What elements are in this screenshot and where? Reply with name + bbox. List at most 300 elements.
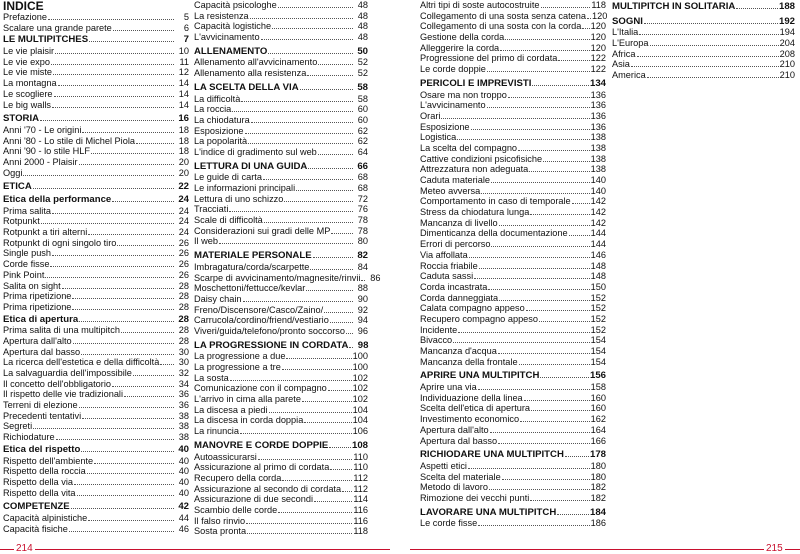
entry-title: L'Europa [612, 38, 649, 49]
entry-title: Via affollata [420, 249, 468, 260]
dot-leader [540, 376, 589, 378]
toc-section-entry [3, 195, 189, 206]
entry-title: Attrezzatura non adeguata [420, 164, 529, 175]
entry-page-number: 122 [590, 53, 606, 64]
entry-page-number: 18 [178, 135, 189, 146]
toc-section-entry [194, 441, 368, 452]
toc-entry [420, 250, 606, 261]
entry-page-number: 138 [590, 164, 606, 175]
dot-leader [81, 450, 174, 452]
toc-entry [420, 164, 606, 175]
dot-leader [302, 400, 352, 402]
toc-entry [420, 53, 606, 64]
toc-entry [194, 215, 368, 226]
entry-title: Caduta materiale [420, 175, 490, 185]
toc-entry [194, 104, 368, 115]
toc-entry [194, 373, 368, 384]
entry-title: ETICA [3, 181, 32, 193]
toc-section-entry [194, 162, 368, 173]
entry-page-number: 14 [178, 99, 189, 110]
entry-title: Comunicazione con il compagno [194, 383, 327, 394]
toc-entry [194, 11, 368, 22]
dot-leader [491, 181, 590, 183]
dot-leader [582, 27, 589, 29]
dot-leader [441, 117, 589, 119]
entry-title: Daisy chain [194, 293, 242, 304]
toc-entry [194, 505, 368, 516]
entry-title: Prima salita [3, 205, 51, 216]
entry-title: Capacità psicologhe [194, 0, 277, 10]
entry-title: SOGNI [612, 15, 643, 27]
toc-entry [3, 421, 189, 432]
toc-entry [3, 78, 189, 89]
toc-section-entry [194, 341, 368, 352]
dot-leader [50, 265, 174, 267]
entry-page-number: 28 [178, 313, 189, 325]
toc-entry [3, 336, 189, 347]
dot-leader [489, 488, 590, 490]
dot-leader [261, 38, 353, 40]
dot-leader [491, 245, 589, 247]
entry-page-number: 52 [357, 68, 368, 79]
entry-page-number: 142 [590, 217, 606, 228]
toc-section-entry [420, 450, 606, 461]
entry-page-number: 92 [357, 304, 368, 315]
entry-page-number: 24 [178, 227, 189, 238]
toc-column-3 [420, 0, 606, 529]
entry-page-number: 150 [590, 281, 606, 292]
entry-page-number: 40 [178, 455, 189, 466]
dot-leader [330, 468, 352, 470]
entry-title: Richiodature [3, 432, 55, 443]
dot-leader [526, 309, 590, 311]
toc-entry [3, 379, 189, 390]
entry-page-number: 120 [590, 42, 606, 53]
entry-page-number: 66 [357, 160, 368, 172]
toc-entry [194, 315, 368, 326]
toc-entry [420, 482, 606, 493]
entry-page-number: 182 [590, 482, 606, 493]
dot-leader [58, 84, 174, 86]
entry-page-number: 38 [178, 421, 189, 432]
dot-leader [113, 29, 174, 31]
entry-page-number: 82 [357, 250, 368, 262]
dot-leader [453, 341, 589, 343]
entry-title: Capacità logistiche [194, 21, 272, 32]
entry-title: Errori di percorso [420, 239, 491, 250]
toc-section-entry [420, 371, 606, 382]
toc-entry [420, 382, 606, 393]
entry-title: Assicurazione di due secondi [194, 494, 313, 505]
toc-entry [194, 172, 368, 183]
entry-title: Pink Point [3, 269, 45, 280]
toc-section-entry [194, 83, 368, 94]
dot-leader [41, 222, 174, 224]
entry-title: LAVORARE UNA MULTIPITCH [420, 506, 557, 518]
entry-page-number: 48 [357, 21, 368, 32]
entry-page-number: 60 [357, 114, 368, 125]
dot-leader [308, 167, 353, 169]
toc-entry [194, 516, 368, 527]
entry-title: Moschettoni/fettucce/kevlar [194, 283, 306, 294]
entry-page-number: 136 [590, 110, 606, 121]
toc-entry [420, 32, 606, 43]
dot-leader [79, 406, 174, 408]
dot-leader [87, 472, 174, 474]
entry-page-number: 5 [183, 12, 189, 22]
entry-page-number: 32 [178, 368, 189, 378]
entry-page-number: 102 [352, 372, 368, 383]
entry-title: Le vie expo [3, 56, 50, 67]
entry-page-number: 38 [178, 410, 189, 421]
entry-title: Mancanza della frontale [420, 356, 518, 367]
entry-page-number: 136 [590, 121, 606, 132]
toc-entry [3, 400, 189, 411]
entry-page-number: 134 [589, 77, 606, 89]
entry-page-number: 26 [178, 269, 189, 280]
entry-title: America [612, 70, 646, 81]
toc-entry [194, 484, 368, 495]
dot-leader [499, 224, 590, 226]
dot-leader [112, 385, 174, 387]
dot-leader [500, 49, 589, 51]
entry-title: Recupero della corda [194, 472, 282, 483]
dot-leader [346, 332, 353, 334]
entry-title: Considerazioni sui gradi delle MP [194, 225, 331, 236]
entry-page-number: 16 [178, 113, 189, 125]
dot-leader [637, 55, 779, 57]
toc-entry [194, 183, 368, 194]
entry-page-number: 60 [357, 104, 368, 115]
toc-entry [194, 21, 368, 32]
entry-title: Anni '70 - Le origini [3, 124, 82, 135]
entry-title: La discesa a piedi [194, 404, 268, 415]
entry-page-number: 122 [590, 64, 606, 75]
toc-entry [420, 403, 606, 414]
dot-leader [133, 374, 174, 376]
entry-title: Etica del rispetto [3, 443, 81, 455]
toc-entry [194, 452, 368, 463]
entry-page-number: 34 [178, 378, 189, 389]
dot-leader [505, 38, 589, 40]
dot-leader [349, 346, 353, 348]
dot-leader [246, 522, 352, 524]
dot-leader [296, 189, 353, 191]
toc-entry [194, 526, 368, 537]
toc-entry [3, 477, 189, 488]
entry-page-number: 194 [779, 27, 795, 38]
toc-entry [194, 326, 368, 337]
toc-entry [3, 513, 189, 524]
dot-leader [488, 288, 589, 290]
toc-entry [3, 270, 189, 281]
entry-title: Mancanza d'acqua [420, 346, 497, 356]
toc-entry [3, 325, 189, 336]
toc-section-entry [420, 79, 606, 90]
entry-page-number: 158 [590, 382, 606, 393]
entry-title: Osare ma non troppo [420, 89, 507, 100]
toc-entry [3, 259, 189, 270]
entry-page-number: 62 [357, 125, 368, 136]
entry-title: Apertura dal basso [3, 346, 81, 357]
toc-entry [420, 11, 606, 22]
entry-title: Le scogliere [3, 88, 53, 99]
dot-leader [258, 458, 353, 460]
entry-title: RICHIODARE UNA MULTIPITCH [420, 449, 564, 461]
toc-entry [194, 462, 368, 473]
entry-page-number: 136 [590, 89, 606, 100]
dot-leader [524, 399, 590, 401]
entry-page-number: 152 [590, 292, 606, 303]
entry-page-number: 152 [590, 303, 606, 314]
entry-page-number: 148 [590, 271, 606, 282]
dot-leader [532, 84, 589, 86]
toc-entry [420, 493, 606, 504]
toc-entry [420, 325, 606, 336]
entry-page-number: 102 [352, 394, 368, 405]
dot-leader [541, 6, 591, 8]
dot-leader [88, 519, 174, 521]
entry-title: L'avvicinamento [194, 32, 260, 43]
toc-entry [194, 405, 368, 416]
toc-entry [3, 227, 189, 238]
entry-page-number: 78 [357, 225, 368, 236]
entry-page-number: 28 [178, 280, 189, 291]
page-number-left: 214 [16, 543, 33, 554]
toc-entry [3, 291, 189, 302]
toc-entry [612, 49, 795, 60]
dot-leader [71, 507, 174, 509]
dot-leader [278, 6, 353, 8]
dot-leader [112, 200, 174, 202]
toc-entry [3, 136, 189, 147]
dot-leader [79, 320, 174, 322]
dot-leader [498, 352, 590, 354]
toc-entry [3, 67, 189, 78]
entry-page-number: 52 [357, 57, 368, 68]
entry-title: La progressione a tre [194, 362, 281, 372]
toc-entry [3, 57, 189, 68]
dot-leader [243, 300, 354, 302]
toc-section-entry [420, 508, 606, 519]
dot-leader [565, 455, 589, 457]
dot-leader [74, 483, 174, 485]
dot-leader [40, 119, 174, 121]
toc-entry [3, 146, 189, 157]
toc-entry [420, 303, 606, 314]
toc-entry [3, 432, 189, 443]
toc-entry [3, 206, 189, 217]
entry-page-number: 20 [178, 167, 189, 178]
entry-title: LA PROGRESSIONE IN CORDATA [194, 339, 349, 351]
dot-leader [89, 40, 174, 42]
toc-entry [3, 456, 189, 467]
entry-page-number: 48 [357, 10, 368, 21]
toc-entry [194, 362, 368, 373]
entry-page-number: 148 [590, 260, 606, 271]
entry-page-number: 6 [183, 22, 189, 33]
toc-entry [194, 383, 368, 394]
entry-title: Apertura dall'alto [3, 335, 72, 346]
entry-page-number: 120 [590, 32, 606, 43]
entry-title: La difficoltà [194, 93, 241, 104]
entry-page-number: 26 [178, 248, 189, 259]
dot-leader [219, 242, 353, 244]
toc-entry [420, 0, 606, 11]
dot-leader [56, 438, 174, 440]
entry-page-number: 28 [178, 301, 189, 312]
toc-entry [420, 90, 606, 101]
dot-leader [263, 178, 353, 180]
dot-leader [318, 153, 353, 155]
dot-leader [268, 52, 353, 54]
toc-entry [3, 238, 189, 249]
dot-leader [531, 409, 590, 411]
entry-title: Altri tipi di soste autocostruite [420, 0, 540, 10]
dot-leader [33, 187, 174, 189]
dot-leader [487, 70, 590, 72]
entry-page-number: 210 [779, 70, 795, 81]
entry-title: Alleggerire la corda [420, 42, 500, 53]
entry-title: L'arrivo in cima alla parete [194, 394, 301, 405]
entry-title: Esposizione [420, 121, 470, 132]
dot-leader [54, 95, 174, 97]
entry-title: Le corde fisse [420, 518, 478, 529]
toc-entry [194, 473, 368, 484]
entry-title: Le vie miste [3, 67, 53, 78]
toc-section-entry [3, 182, 189, 193]
toc-section-entry [3, 315, 189, 326]
entry-title: Corde fisse [3, 259, 50, 270]
entry-title: Sosta pronta [194, 526, 247, 537]
dot-leader [300, 88, 353, 90]
dot-leader [518, 149, 590, 151]
entry-page-number: 152 [590, 324, 606, 335]
toc-entry [3, 357, 189, 368]
entry-page-number: 18 [178, 146, 189, 157]
entry-page-number: 164 [590, 424, 606, 435]
dot-leader [62, 287, 174, 289]
entry-page-number: 154 [590, 346, 606, 356]
dot-leader [736, 7, 778, 9]
entry-title: Apertura dal basso [420, 435, 498, 446]
entry-title: Rispetto della roccia [3, 466, 86, 477]
entry-title: Capacità fisiche [3, 523, 68, 534]
entry-title: Aspetti etici [420, 460, 467, 471]
entry-title: La chiodatura [194, 114, 250, 125]
entry-page-number: 110 [353, 462, 368, 473]
entry-title: Orari [420, 110, 441, 121]
entry-title: COMPETENZE [3, 501, 70, 513]
entry-title: Scambio delle corde [194, 504, 278, 515]
toc-entry [194, 68, 368, 79]
toc-column-4 [612, 0, 795, 81]
entry-title: Le informazioni principali [194, 183, 296, 193]
toc-entry [194, 394, 368, 405]
toc-entry [612, 38, 795, 49]
dot-leader [230, 379, 352, 381]
entry-title: Allenamento alla resistenza [194, 68, 307, 79]
toc-entry [420, 282, 606, 293]
entry-page-number: 12 [178, 67, 189, 78]
toc-entry [420, 239, 606, 250]
entry-title: MULTIPITCH IN SOLITARIA [612, 1, 736, 12]
toc-entry [194, 94, 368, 105]
toc-entry [420, 335, 606, 346]
dot-leader [481, 192, 589, 194]
entry-page-number: 62 [357, 136, 368, 147]
entry-title: Single push [3, 248, 52, 259]
entry-title: La salvaguardia dell'impossibile [3, 368, 132, 378]
toc-section-entry [3, 502, 189, 513]
entry-page-number: 154 [590, 356, 606, 367]
entry-title: Rispetto della vita [3, 487, 76, 498]
entry-page-number: 48 [357, 0, 368, 10]
toc-section-entry [3, 35, 189, 46]
dot-leader [329, 446, 351, 448]
entry-page-number: 204 [779, 38, 795, 49]
entry-page-number: 24 [178, 205, 189, 216]
entry-title: Autoassicurarsi [194, 451, 257, 462]
toc-entry [420, 261, 606, 272]
dot-leader [306, 289, 353, 291]
entry-page-number: 100 [352, 351, 368, 362]
dot-leader [543, 160, 590, 162]
entry-title: Scelta del materiale [420, 471, 501, 482]
entry-page-number: 138 [590, 132, 606, 143]
toc-entry [3, 302, 189, 313]
entry-page-number: 210 [779, 59, 795, 70]
entry-title: L'avvicinamento [420, 100, 486, 111]
entry-page-number: 64 [357, 146, 368, 157]
index-title: INDICE [3, 0, 44, 13]
entry-title: Logistica [420, 132, 457, 143]
toc-entry [194, 262, 368, 273]
entry-title: Progressione del primo di cordata [420, 53, 558, 64]
entry-title: Freno/Discensore/Casco/Zaino/ [194, 304, 324, 315]
dot-leader [498, 442, 590, 444]
entry-page-number: 22 [178, 181, 189, 193]
toc-entry [420, 122, 606, 133]
entry-page-number: 96 [357, 325, 368, 336]
entry-page-number: 48 [357, 32, 368, 43]
dot-leader [247, 532, 352, 534]
dot-leader [51, 63, 174, 65]
entry-title: Mancanza di livello [420, 217, 498, 228]
entry-title: La scelta del compagno [420, 142, 518, 153]
toc-entry [420, 111, 606, 122]
entry-title: Scarpe di avvicinamento/magnesite/rinvii [194, 272, 361, 283]
dot-leader [508, 96, 590, 98]
entry-page-number: 104 [352, 404, 368, 415]
entry-page-number: 14 [178, 78, 189, 89]
dot-leader [478, 388, 590, 390]
dot-leader [587, 17, 591, 19]
entry-page-number: 40 [178, 443, 189, 455]
entry-page-number: 7 [183, 34, 189, 46]
entry-page-number: 192 [778, 15, 795, 27]
entry-page-number: 116 [353, 504, 368, 515]
toc-entry [3, 466, 189, 477]
entry-title: Africa [612, 48, 636, 59]
footer-rule-right [410, 549, 800, 550]
dot-leader [69, 530, 174, 532]
dot-leader [342, 490, 352, 492]
entry-title: Salita on sight [3, 280, 61, 291]
toc-entry [3, 100, 189, 111]
entry-page-number: 26 [178, 259, 189, 270]
toc-entry [420, 425, 606, 436]
